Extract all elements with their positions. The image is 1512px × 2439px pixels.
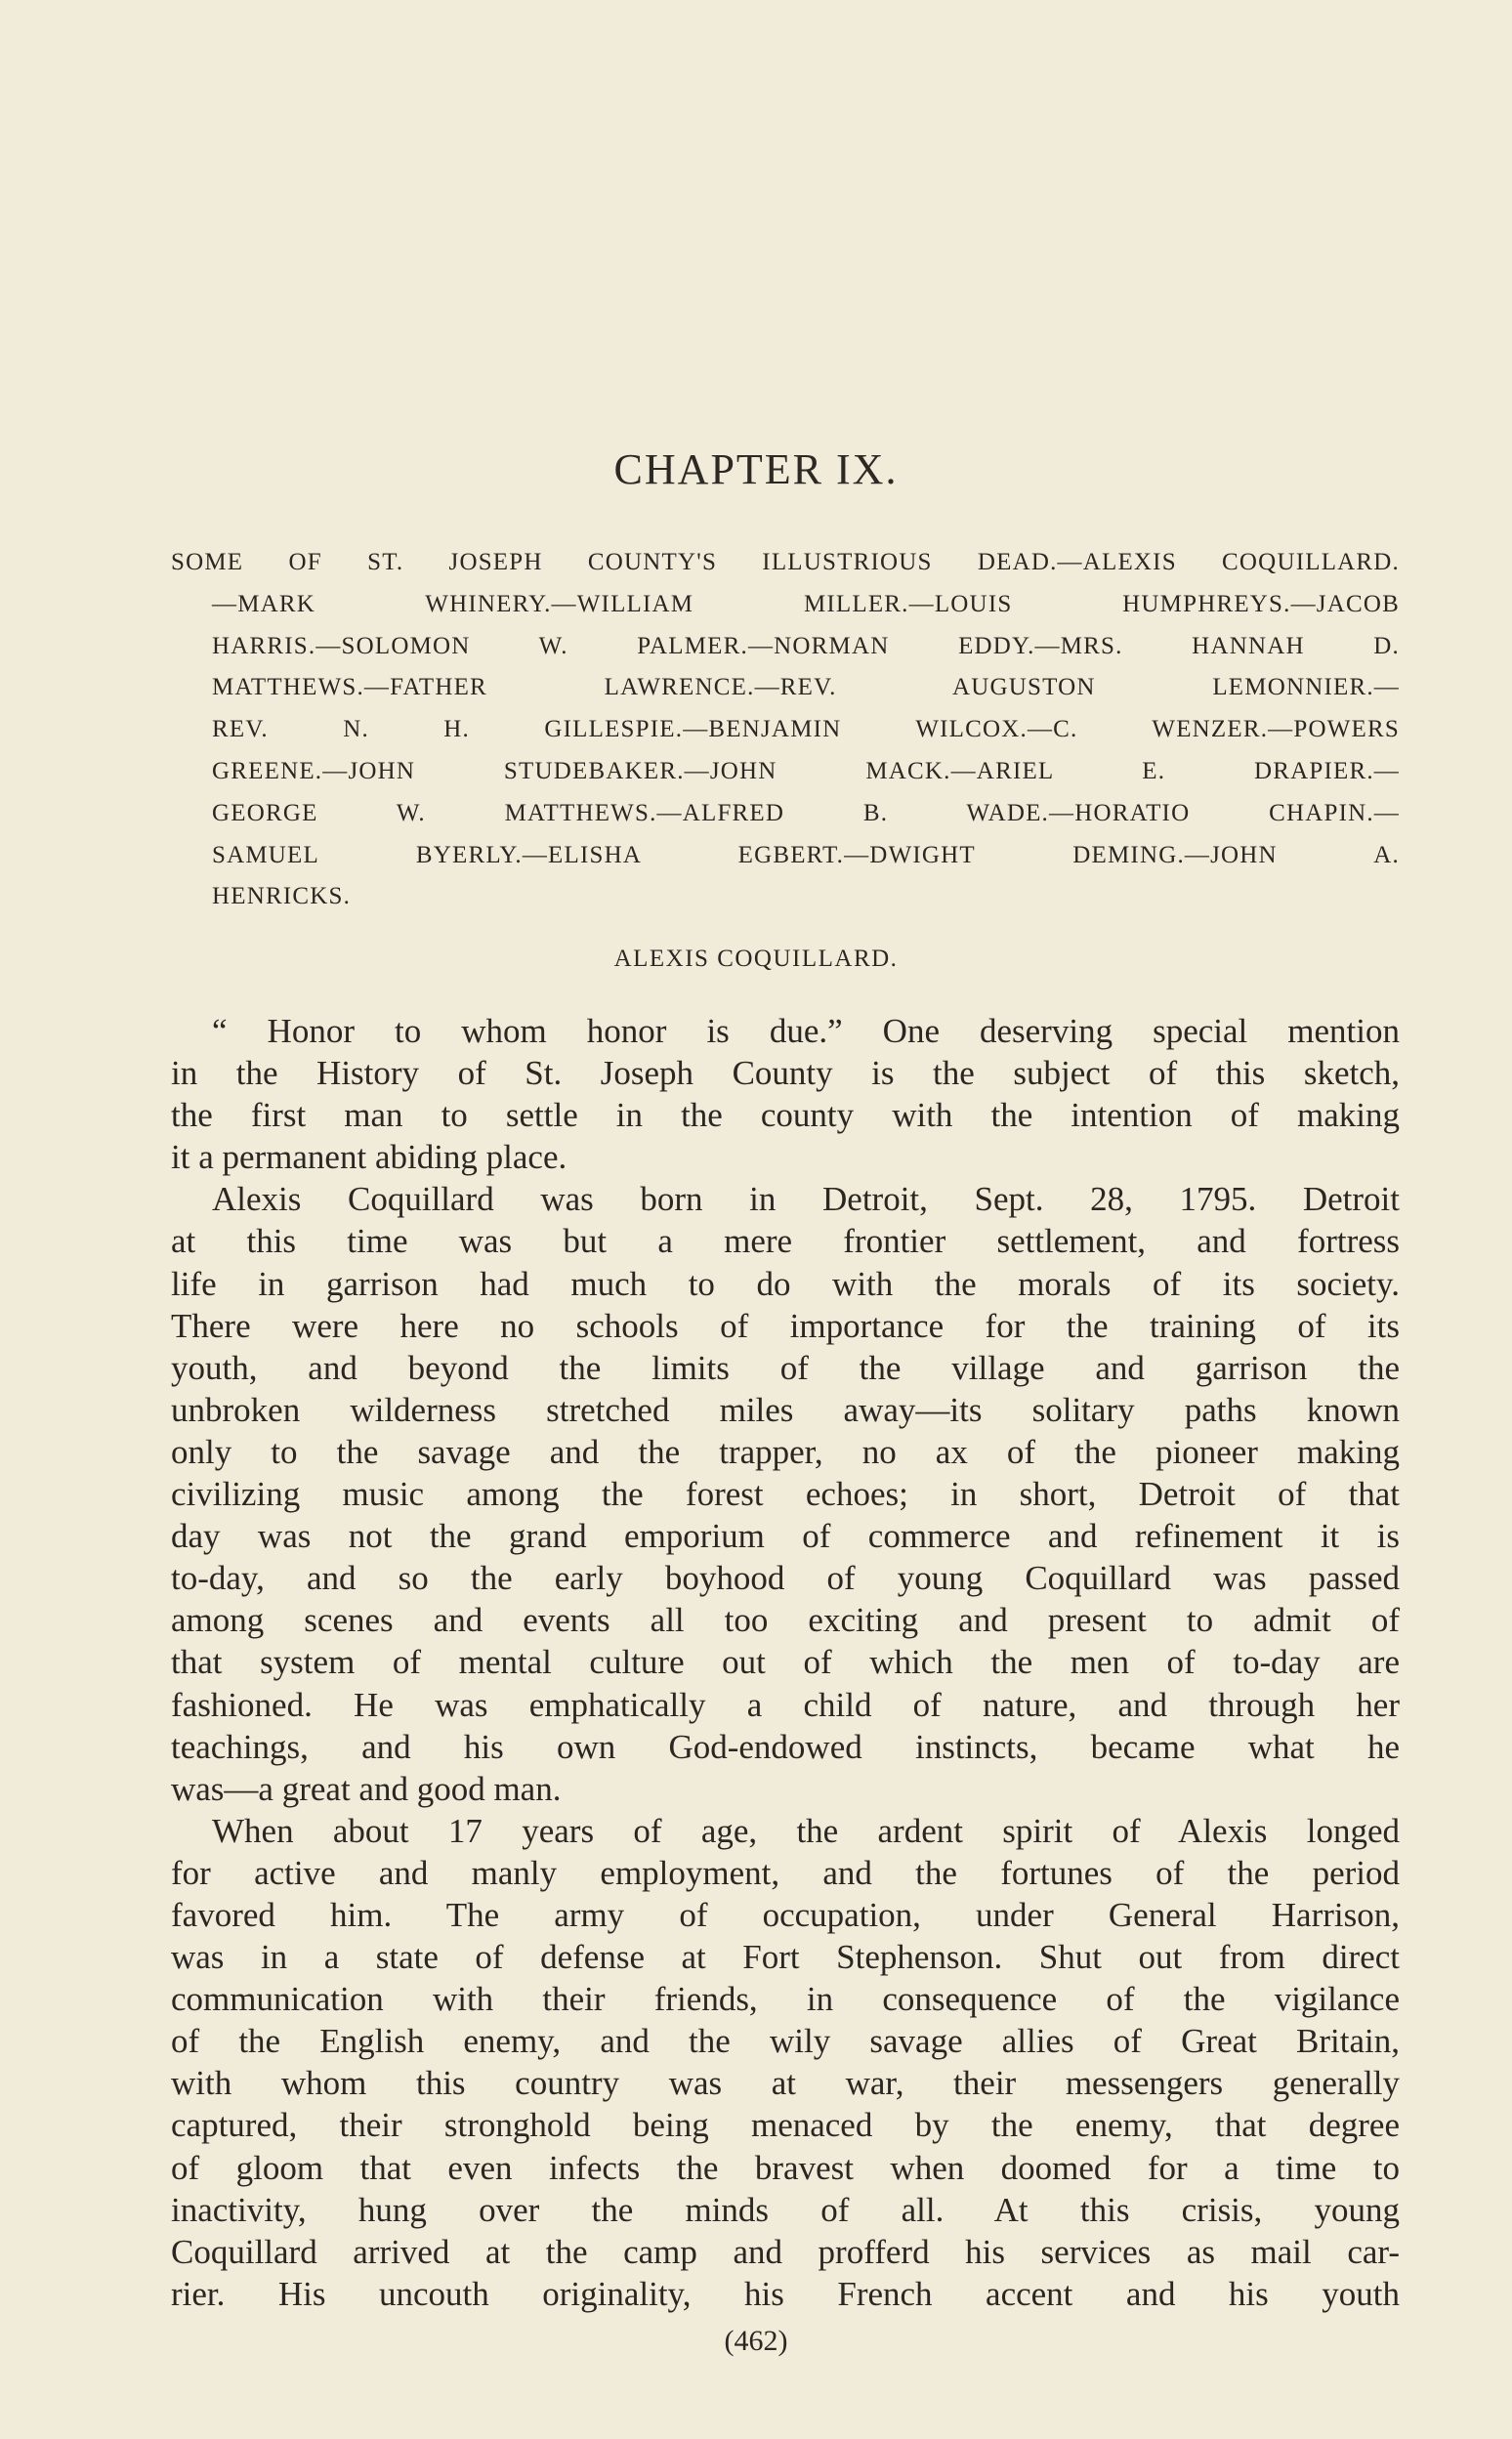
body-line: for active and manly employment, and the fortunes of the period: [171, 1853, 1400, 1892]
chapter-title: CHAPTER IX.: [613, 445, 899, 493]
chapter-synopsis: [171, 542, 1400, 918]
body-line: fashioned. He was emphatically a child of nature, and through her: [171, 1685, 1400, 1724]
body-line: captured, their stronghold being menaced by the enemy, that degree: [171, 2106, 1400, 2145]
synopsis-line: —MARK WHINERY.—WILLIAM MILLER.—LOUIS HUMPHREYS.—JACOB: [212, 590, 1400, 617]
body-line: inactivity, hung over the minds of all. At this crisis, young: [171, 2190, 1400, 2229]
body-line: day was not the grand emporium of commerce and refinement it is: [171, 1517, 1400, 1556]
body-line: civilizing music among the forest echoes; in short, Detroit of that: [171, 1475, 1400, 1514]
body-line: of gloom that even infects the bravest when doomed for a time to: [171, 2148, 1400, 2187]
body-line: unbroken wilderness stretched miles away—its solitary paths known: [171, 1390, 1400, 1429]
synopsis-line: GREENE.—JOHN STUDEBAKER.—JOHN MACK.—ARIEL E. DRAPIER.—: [212, 757, 1400, 784]
body-line: communication with their friends, in consequence of the vigilance: [171, 1980, 1400, 2019]
synopsis-line: MATTHEWS.—FATHER LAWRENCE.—REV. AUGUSTON LEMONNIER.—: [212, 674, 1400, 701]
body-line: youth, and beyond the limits of the village and garrison the: [171, 1348, 1400, 1387]
synopsis-line: HARRIS.—SOLOMON W. PALMER.—NORMAN EDDY.—MRS. HANNAH D.: [212, 632, 1400, 659]
body-line: life in garrison had much to do with the morals of its society.: [171, 1264, 1400, 1303]
synopsis-line: SOME OF ST. JOSEPH COUNTY'S ILLUSTRIOUS DEAD.—ALEXIS COQUILLARD.: [171, 549, 1400, 575]
body-line: among scenes and events all too exciting and present to admit of: [171, 1601, 1400, 1640]
synopsis-line: HENRICKS.: [212, 883, 352, 910]
body-text: [171, 1010, 1400, 2315]
body-line: at this time was but a mere frontier settlement, and fortress: [171, 1222, 1400, 1261]
body-line: the first man to settle in the county with the intention of making: [171, 1096, 1400, 1135]
section-heading: ALEXIS COQUILLARD.: [613, 946, 899, 972]
body-line: teachings, and his own God-endowed instincts, became what he: [171, 1727, 1400, 1766]
body-line: There were here no schools of importance for the training of its: [171, 1306, 1400, 1345]
body-line: with whom this country was at war, their messengers generally: [171, 2064, 1400, 2103]
synopsis-line: SAMUEL BYERLY.—ELISHA EGBERT.—DWIGHT DEMING.—JOHN A.: [212, 841, 1400, 868]
body-line: in the History of St. Joseph County is the subject of this sketch,: [171, 1054, 1400, 1093]
body-line: “ Honor to whom honor is due.” One deserving special mention: [212, 1012, 1400, 1050]
body-line: of the English enemy, and the wily savage allies of Great Britain,: [171, 2022, 1400, 2061]
body-line: to-day, and so the early boyhood of young Coquillard was passed: [171, 1559, 1400, 1598]
body-line: was—a great and good man.: [171, 1769, 562, 1808]
page-number: (462): [724, 2325, 788, 2357]
body-line: only to the savage and the trapper, no ax of the pioneer making: [171, 1432, 1400, 1471]
body-line: it a permanent abiding place.: [171, 1138, 567, 1177]
body-line: rier. His uncouth originality, his French accent and his youth: [171, 2274, 1400, 2313]
body-line: Alexis Coquillard was born in Detroit, Sept. 28, 1795. Detroit: [212, 1180, 1400, 1219]
body-line: was in a state of defense at Fort Stephenson. Shut out from direct: [171, 1938, 1400, 1977]
synopsis-line: GEORGE W. MATTHEWS.—ALFRED B. WADE.—HORATIO CHAPIN.—: [212, 799, 1400, 826]
body-line: favored him. The army of occupation, under General Harrison,: [171, 1895, 1400, 1934]
synopsis-line: REV. N. H. GILLESPIE.—BENJAMIN WILCOX.—C. WENZER.—POWERS: [212, 716, 1400, 743]
body-line: When about 17 years of age, the ardent spirit of Alexis longed: [212, 1811, 1400, 1850]
body-line: that system of mental culture out of which the men of to-day are: [171, 1643, 1400, 1682]
body-line: Coquillard arrived at the camp and profferd his services as mail car-: [171, 2232, 1400, 2271]
